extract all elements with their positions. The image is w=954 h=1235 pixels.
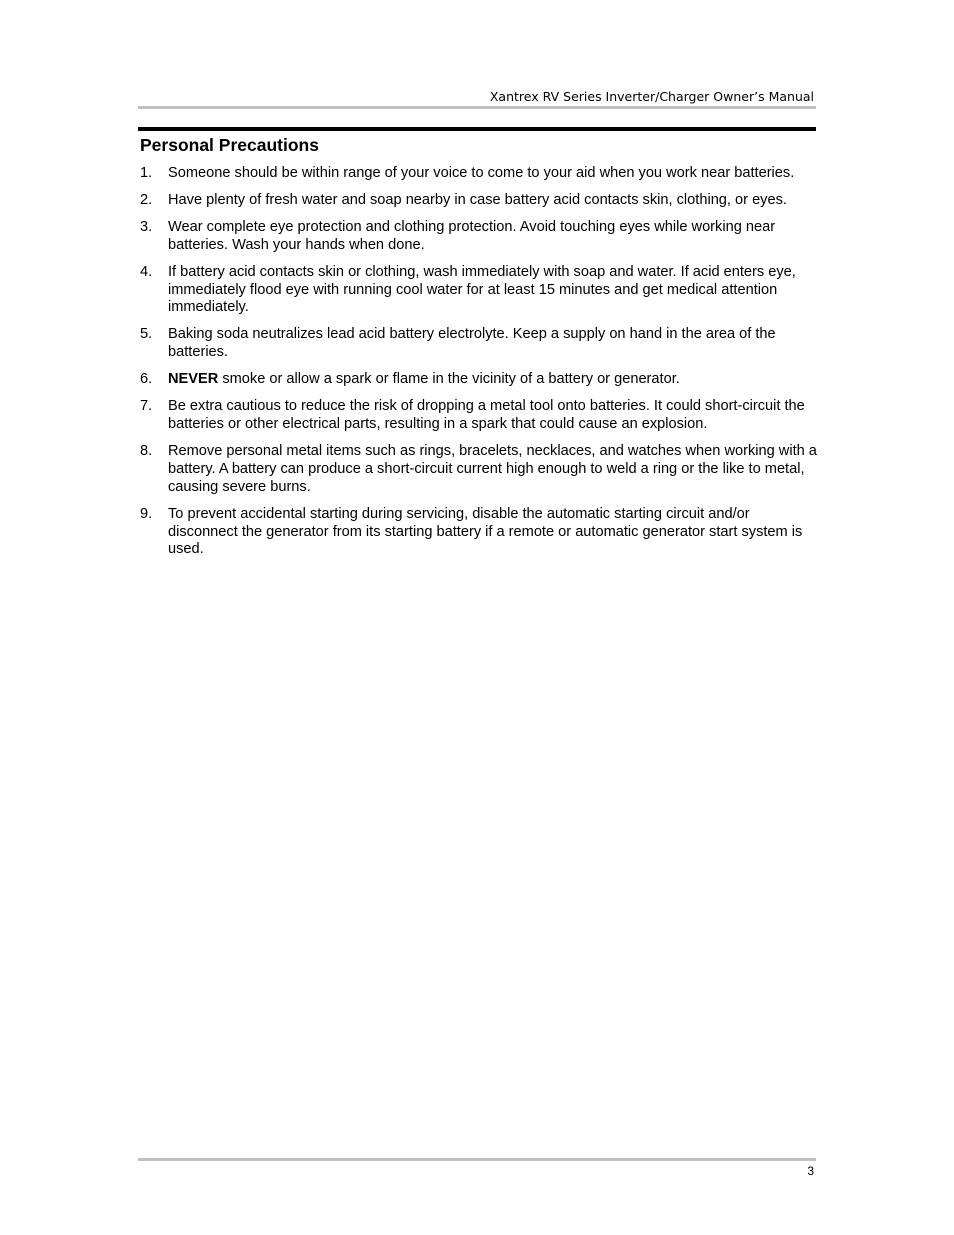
header-divider [138,106,816,109]
item-text-rest: smoke or allow a spark or flame in the vicinity of a battery or generator. [218,371,680,388]
section-divider [138,127,816,131]
list-item [140,192,818,210]
item-text: Wear complete eye protection and clothing protection. Avoid touching eyes while working near batteries. Wash your hands when done. [168,218,776,253]
list-item [140,443,818,497]
list-item [140,371,818,389]
list-item [140,264,818,318]
item-text: Baking soda neutralizes lead acid battery electrolyte. Keep a supply on hand in the area of the batteries. [168,326,776,361]
page-number: 3 [807,1164,814,1178]
item-number: 6. [140,371,153,388]
item-number: 4. [140,263,153,280]
footer-divider [138,1158,816,1161]
item-text: Have plenty of fresh water and soap nearby in case battery acid contacts skin, clothing, or eyes. [168,191,787,208]
item-number: 1. [140,165,153,181]
item-text: Someone should be within range of your voice to come to your aid when you work near batteries. [168,165,795,181]
section-title: Personal Precautions [140,135,319,155]
item-number: 5. [140,326,153,343]
running-header: Xantrex RV Series Inverter/Charger Owner’s Manual [489,89,814,104]
item-text [168,371,818,389]
list-item [140,219,818,255]
list-item [140,506,818,560]
item-text: Be extra cautious to reduce the risk of dropping a metal tool onto batteries. It could short-circuit the batteries or other electrical parts, resulting in a spark that could cause an explosion. [168,398,805,432]
list-item [140,165,818,183]
item-number: 2. [140,191,153,208]
list-item [140,398,818,434]
list-item [140,326,818,362]
item-emphasis: NEVER [168,371,219,388]
item-text: Remove personal metal items such as rings, bracelets, necklaces, and watches when working with a battery. A battery can produce a short-circuit current high enough to weld a ring or the like to metal, causing severe burns. [168,442,817,495]
item-number: 7. [140,398,153,415]
item-text: To prevent accidental starting during servicing, disable the automatic starting circuit and/or disconnect the generator from its starting battery if a remote or automatic generator start system is used. [168,505,803,558]
item-number: 9. [140,505,153,522]
precautions-list [140,165,818,568]
item-text: If battery acid contacts skin or clothing, wash immediately with soap and water. If acid enters eye, immediately flood eye with running cool water for at least 15 minutes and get medical attention immediately. [168,263,796,316]
item-number: 3. [140,218,153,235]
item-number: 8. [140,442,153,459]
